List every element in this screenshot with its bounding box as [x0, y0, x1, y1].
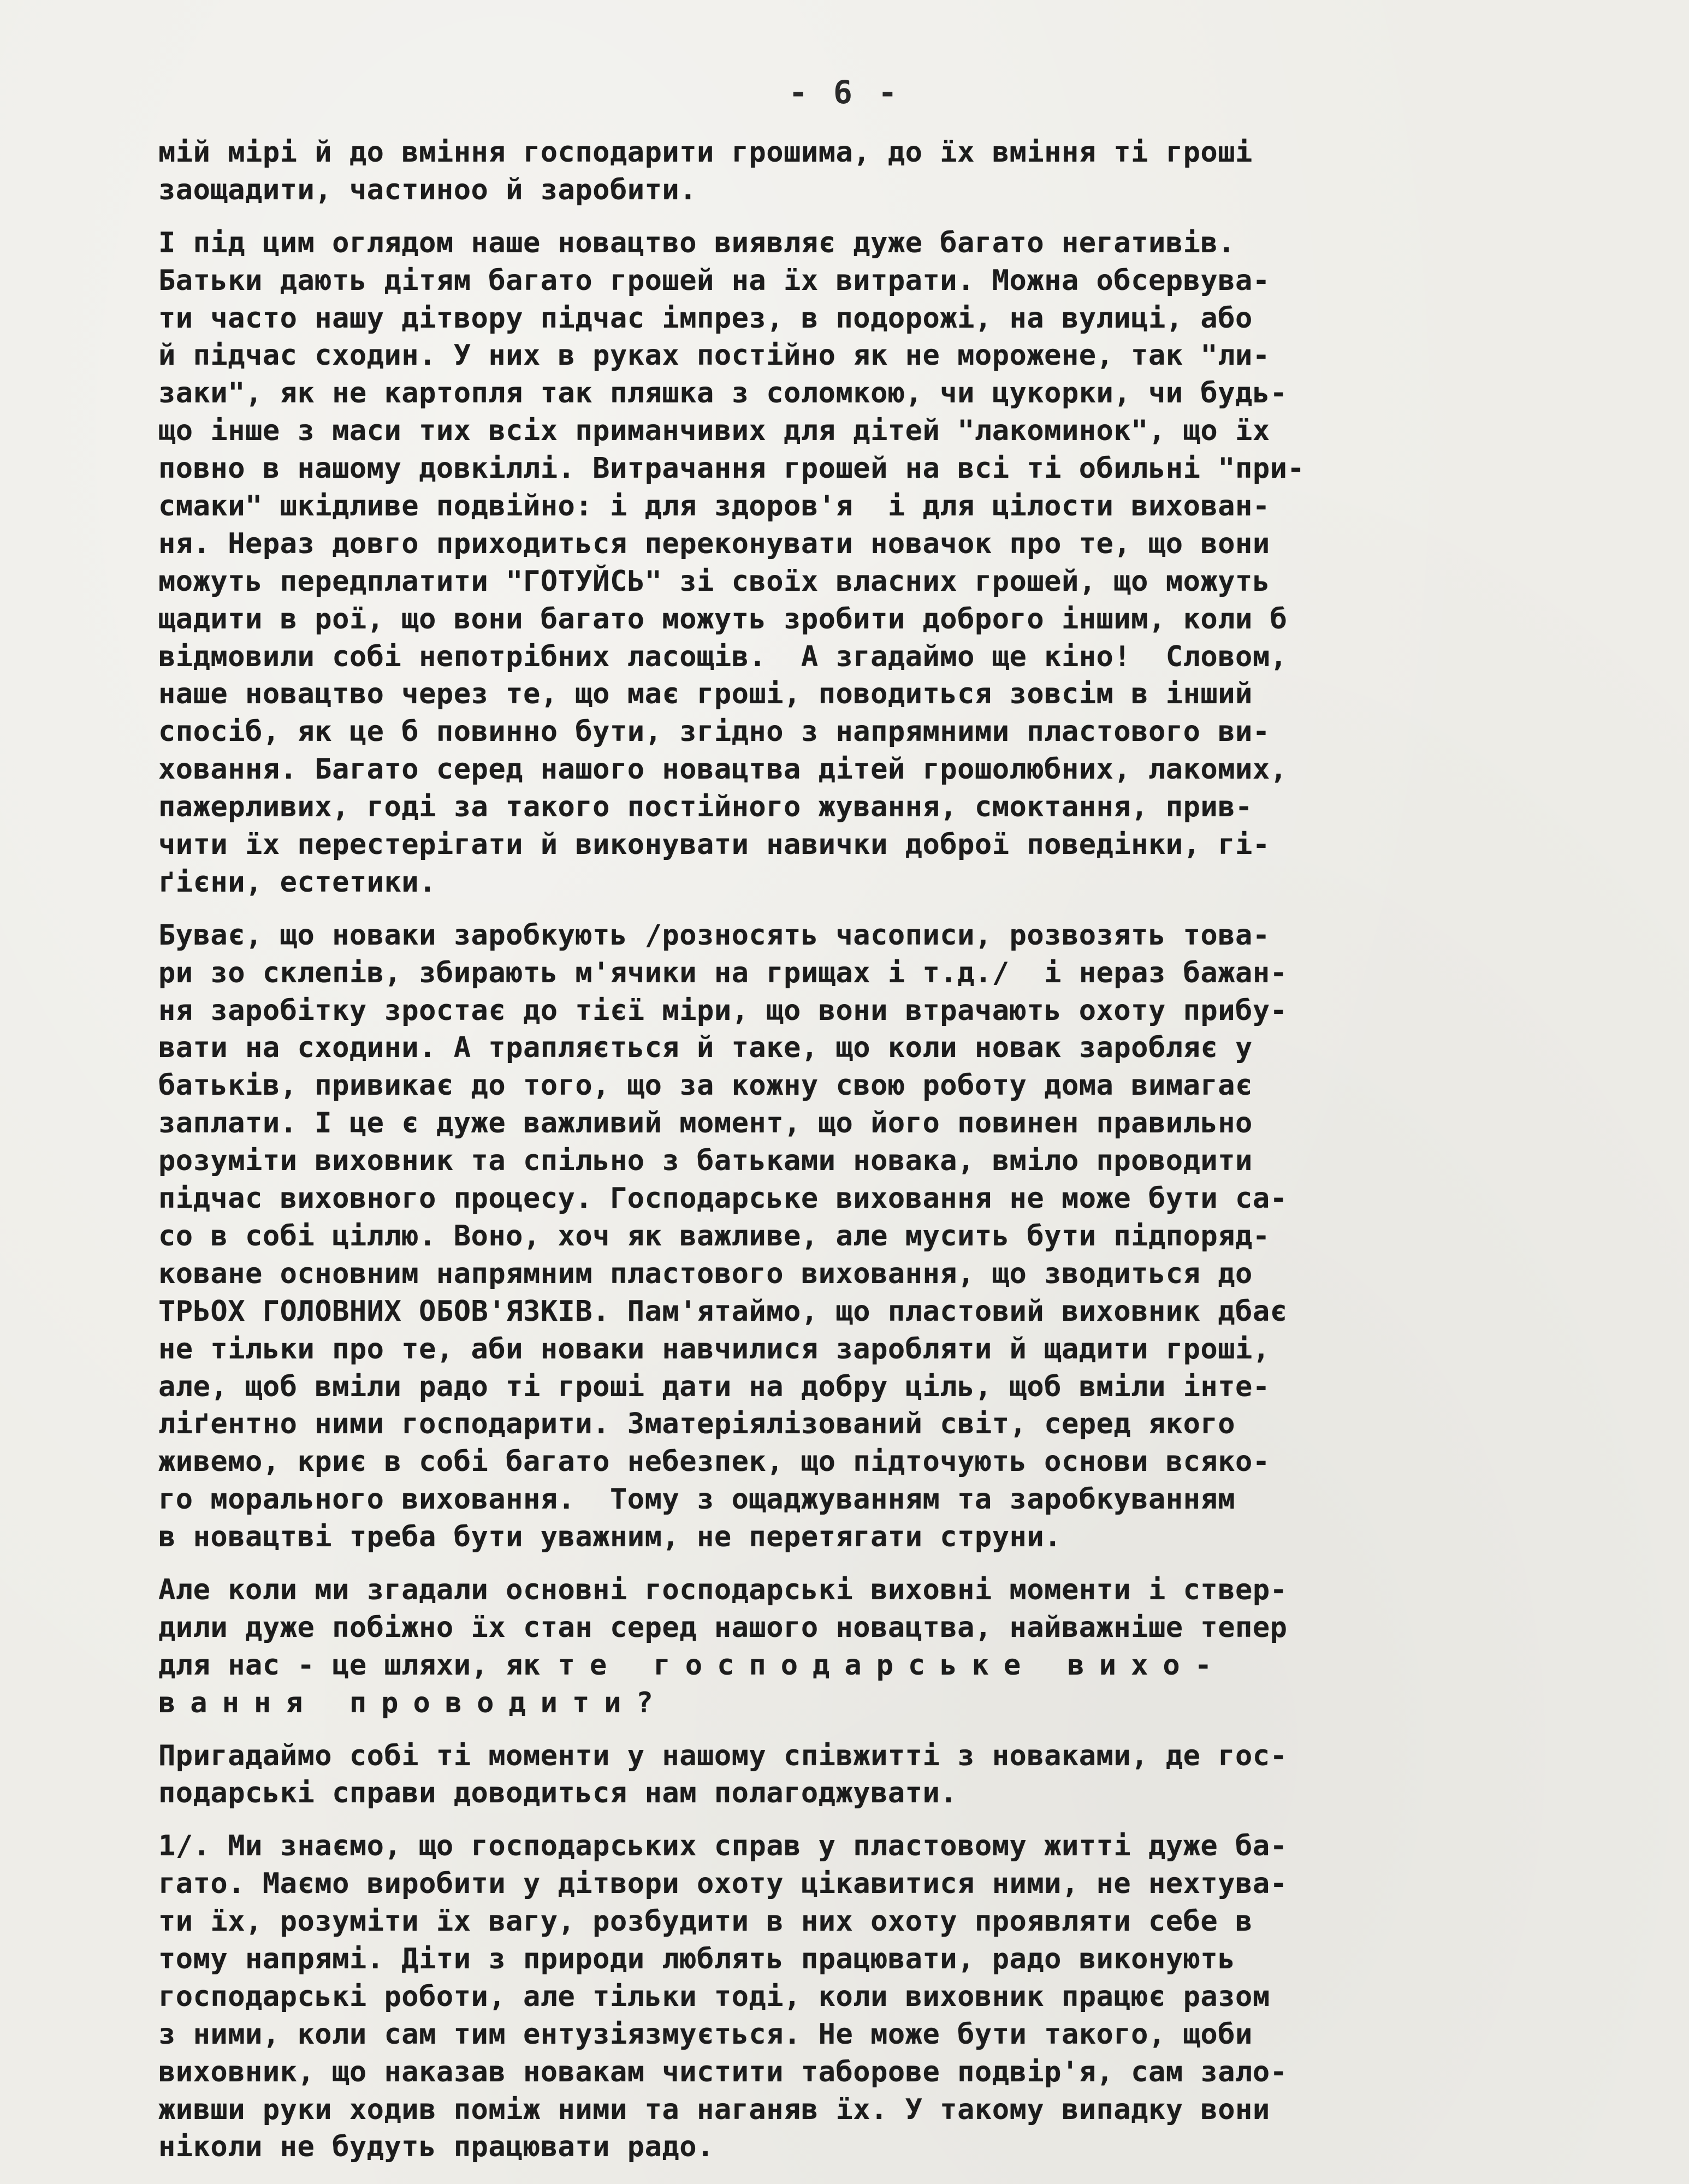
text-line: живши руки ходив поміж ними та наганяв їх. У такому випадку вони	[158, 2093, 1270, 2126]
text-line: підчас виховного процесу. Господарське виховання не може бути са-	[158, 1182, 1288, 1215]
text-line: заки", як не картопля так пляшка з соломкою, чи цукорки, чи будь-	[158, 377, 1288, 410]
text-line: подарські справи доводиться нам полагоджувати.	[158, 1777, 958, 1810]
text-line: ня. Нераз довго приходиться переконувати новачок про те, що вони	[158, 527, 1270, 560]
paragraph-6	[158, 1827, 1529, 2166]
text-line: ти їх, розуміти їх вагу, розбудити в них охоту проявляти себе в	[158, 1905, 1253, 1938]
text-line: ри зо склепів, збирають м'ячики на грищах і т.д./ і нераз бажан-	[158, 956, 1288, 989]
text-line: батьків, привикає до того, що за кожну свою роботу дома вимагає	[158, 1069, 1253, 1102]
text-line: живемо, криє в собі багато небезпек, що підточують основи всяко-	[158, 1445, 1270, 1479]
text-line-spaced: для нас - це шляхи, як те господарське вихо-	[158, 1648, 1227, 1682]
text-line: Батьки дають дітям багато грошей на їх витрати. Можна обсервува-	[158, 264, 1270, 297]
text-line: наше новацтво через те, що має гроші, поводиться зовсім в інший	[158, 678, 1253, 711]
text-line: смаки" шкідливе подвійно: і для здоров'я і для цілости вихован-	[158, 490, 1270, 523]
text-line: але, щоб вміли радо ті гроші дати на добру ціль, щоб вміли інте-	[158, 1370, 1270, 1403]
body-text	[158, 134, 1529, 2181]
text-line: вати на сходини. А трапляється й таке, що коли новак заробляє у	[158, 1031, 1253, 1065]
text-line: не тільки про те, аби новаки навчилися заробляти й щадити гроші,	[158, 1332, 1270, 1366]
text-line: відмовили собі непотрібних ласощів. А згадаймо ще кіно! Словом,	[158, 640, 1288, 673]
paragraph-4	[158, 1571, 1529, 1722]
text-line: чити їх перестерігати й виконувати навички доброї поведінки, гі-	[158, 828, 1270, 862]
text-line: ня заробітку зростає до тієї міри, що вони втрачають охоту прибу-	[158, 994, 1288, 1027]
text-line: виховник, що наказав новакам чистити таборове подвір'я, сам зало-	[158, 2055, 1288, 2088]
text-line: І під цим оглядом наше новацтво виявляє дуже багато негативів.	[158, 226, 1236, 259]
text-line-spaced: вання проводити?	[158, 1686, 668, 1719]
text-line: пажерливих, годі за такого постійного жування, смоктання, прив-	[158, 791, 1253, 824]
paragraph-1	[158, 134, 1529, 209]
text-line: ніколи не будуть працювати радо.	[158, 2130, 714, 2164]
text-line: ти часто нашу дітвору підчас імпрез, в подорожі, на вулиці, або	[158, 301, 1253, 335]
text-line: щадити в рої, що вони багато можуть зробити доброго іншим, коли б	[158, 602, 1288, 636]
text-line: й підчас сходин. У них в руках постійно як не морожене, так "ли-	[158, 339, 1270, 372]
text-line: повно в нашому довкіллі. Витрачання грошей на всі ті обильні "при-	[158, 452, 1305, 485]
text-line: Пригадаймо собі ті моменти у нашому співжитті з новаками, де гос-	[158, 1739, 1288, 1772]
text-line: ґієни, естетики.	[158, 865, 436, 899]
text-line: 1/. Ми знаємо, що господарських справ у пластовому житті дуже ба-	[158, 1830, 1288, 1863]
text-line: можуть передплатити "ГОТУЙСЬ" зі своїх власних грошей, що можуть	[158, 565, 1270, 598]
text-line: розуміти виховник та спільно з батьками новака, вміло проводити	[158, 1144, 1253, 1178]
text-line: мій мірі й до вміння господарити грошима, до їх вміння ті гроші	[158, 136, 1253, 169]
text-line: го морального виховання. Тому з ощаджуванням та заробкуванням	[158, 1483, 1236, 1516]
paragraph-5	[158, 1737, 1529, 1813]
text-line: з ними, коли сам тим ентузіязмується. Не може бути такого, щоби	[158, 2017, 1253, 2051]
text-line: гато. Маємо виробити у дітвори охоту цікавитися ними, не нехтува-	[158, 1867, 1288, 1901]
text-line: ховання. Багато серед нашого новацтва дітей грошолюбних, лакомих,	[158, 753, 1288, 786]
text-line: ліґентно ними господарити. Зматеріялізований світ, серед якого	[158, 1408, 1236, 1441]
paragraph-3	[158, 917, 1529, 1556]
text-line: в новацтві треба бути уважним, не перетягати струни.	[158, 1521, 1062, 1554]
paragraph-2	[158, 224, 1529, 901]
text-line: що інше з маси тих всіх приманчивих для дітей "лакоминок", що їх	[158, 414, 1270, 448]
text-line: коване основним напрямним пластового виховання, що зводиться до	[158, 1257, 1253, 1290]
text-line: дили дуже побіжно їх стан серед нашого новацтва, найважніше тепер	[158, 1611, 1288, 1644]
text-line: со в собі ціллю. Воно, хоч як важливе, але мусить бути підпоряд-	[158, 1219, 1270, 1253]
text-line: господарські роботи, але тільки тоді, коли виховник працює разом	[158, 1980, 1270, 2013]
text-line: Але коли ми згадали основні господарські виховні моменти і ствер-	[158, 1573, 1288, 1606]
text-line: заощадити, частиноо й заробити.	[158, 173, 697, 206]
text-line: заплати. І це є дуже важливий момент, що його повинен правильно	[158, 1107, 1253, 1140]
text-line: Буває, що новаки заробкують /розносять часописи, розвозять това-	[158, 918, 1270, 952]
text-line: тому напрямі. Діти з природи люблять працювати, радо виконують	[158, 1942, 1236, 1975]
text-line: ТРЬОХ ГОЛОВНИХ ОБОВ'ЯЗКІВ. Пам'ятаймо, що пластовий виховник дбає	[158, 1295, 1288, 1328]
text-line: спосіб, як це б повинно бути, згідно з напрямними пластового ви-	[158, 715, 1270, 749]
page-number: - 6 -	[789, 74, 900, 111]
